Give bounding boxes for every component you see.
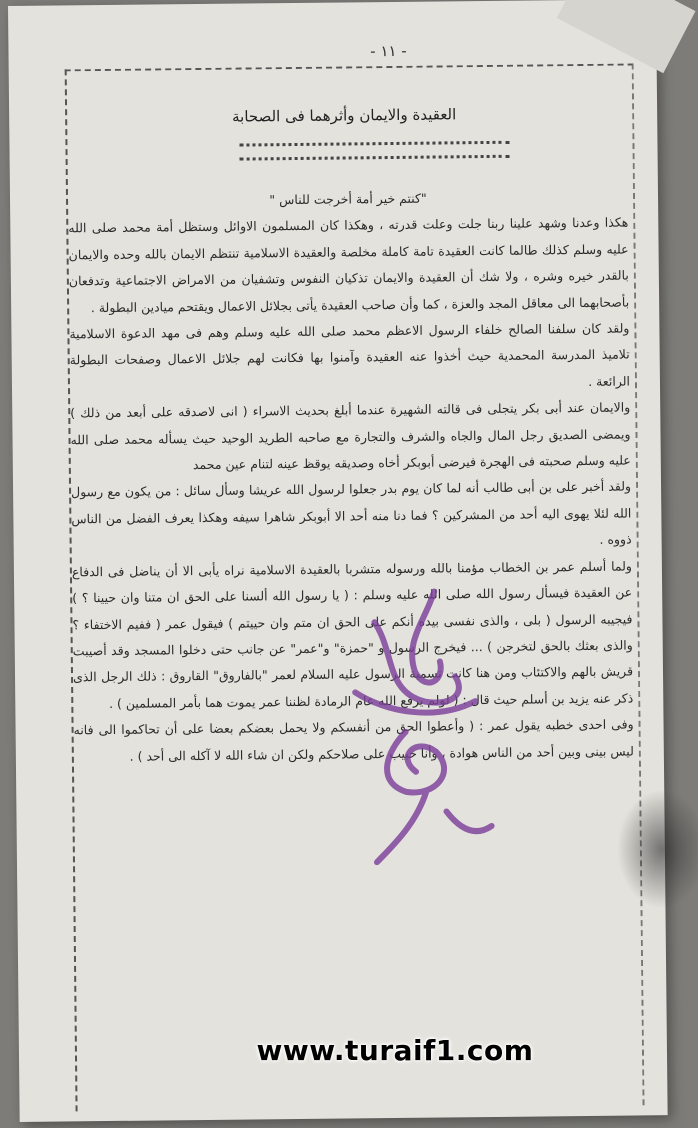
paragraph-2: ولقد كان سلفنا الصالح خلفاء الرسول الاعظم محمد صلى الله عليه وسلم وهم فى مهد الدعوة الاسلامية تلاميذ المدرسة المحمدية حيث أخذوا عنه العقيدة وآمنوا بها فكانت لهم جلائل الاعمال وصفحات البطولة الرائعة . bbox=[69, 320, 631, 389]
paragraph-1: هكذا وعدنا وشهد علينا ربنا جلت وعلت قدرته ، وهكذا كان المسلمون الاوائل وستظل أمة محمد صلى الله عليه وسلم كذلك طالما كانت العقيدة تامة كاملة مخلصة والعقيدة الاسلامية تنتظم الايمان بالله وحده والايمان بالقدر خيره وشره ، ولا شك أن العقيدة والايمان تذكيان النفوس وتشفيان من الامراض الاجتماعية وتدفعان بأصحابهما الى معاقل المجد والعزة ، كما وأن صاحب العقيدة يأتى بجلائل الاعمال ويقتحم ميادين البطولة . bbox=[68, 214, 630, 315]
quran-verse: "كنتم خير أمة أخرجت للناس " bbox=[269, 190, 427, 208]
paragraph-4: ولقد أخبر على بن أبى طالب أنه لما كان يوم بدر جعلوا لرسول الله عريشا وسأل سائل : من يكون مع رسول الله لئلا يهوى اليه أحد من المشركين ؟ فما دنا منه أحد الا أبوبكر شاهرا سيفه وهكذا يعرف الفضل من الناس ذووه . bbox=[71, 478, 632, 548]
scan-smudge bbox=[616, 789, 698, 910]
watermark-url: www.turaif1.com bbox=[256, 1034, 534, 1067]
body-text bbox=[68, 184, 634, 771]
page-corner-fold bbox=[557, 0, 696, 73]
paragraph-5: ولما أسلم عمر بن الخطاب مؤمنا بالله ورسوله متشربا بالعقيدة الاسلامية نراه يأبى الا أن يناضل فى الدفاع عن العقيدة فيسأل رسول الله صلى الله عليه وسلم : ( يا رسول الله ألسنا على الحق ان متنا وان حيينا ؟ ) فيجيبه الرسول ( بلى ، والذى نفسى بيده أنكم على الحق ان متم وان حييتم ) فيقول عمر ( ففيم الاختفاء ؟ والذى بعثك بالحق لتخرجن ) ... فيخرج الرسول و "حمزة" و"عمر" عن جانب حتى دخلوا المسجد وقد أصيبت قريش بالهم والاكتئاب ومن هنا كانت تسمية الرسول عليه السلام لعمر "بالفاروق" القاروق : ذلك الرجل الذى ذكر عنه يزيد بن أسلم حيث قال : ( لولم يرفع الله عام الرمادة لظننا عمر يموت هما بأمر المسلمين ) . bbox=[71, 558, 634, 711]
document-page bbox=[8, 0, 668, 1122]
page-number: - ١١ - bbox=[370, 41, 407, 61]
paragraph-6: وفى احدى خطبه يقول عمر : ( وأعطوا الحق من أنفسكم ولا يحمل بعضكم بعضا على أن تحاكموا الى فانه ليس بينى وبين أحد من الناس هوادة ، وأنا حبيب على صلاحكم ولكن ان شاء الله لا آكله الى أحد ) . bbox=[73, 716, 634, 764]
paragraph-3: والايمان عند أبى بكر يتجلى فى قالته الشهيرة عندما أبلغ بحديث الاسراء ( انى لاصدقه على أبعد من ذلك ) ويمضى الصديق رجل المال والجاه والشرف والتجارة مع صاحبه الطريد الوحيد حيث يسأله محمد صلى الله عليه وسلم صحبته فى الهجرة فيرضى أبوبكر أخاه وصديقه يوقظ عينه لتنام عين محمد bbox=[70, 399, 631, 473]
page-title: العقيدة والايمان وأثرهما فى الصحابة bbox=[231, 105, 457, 126]
